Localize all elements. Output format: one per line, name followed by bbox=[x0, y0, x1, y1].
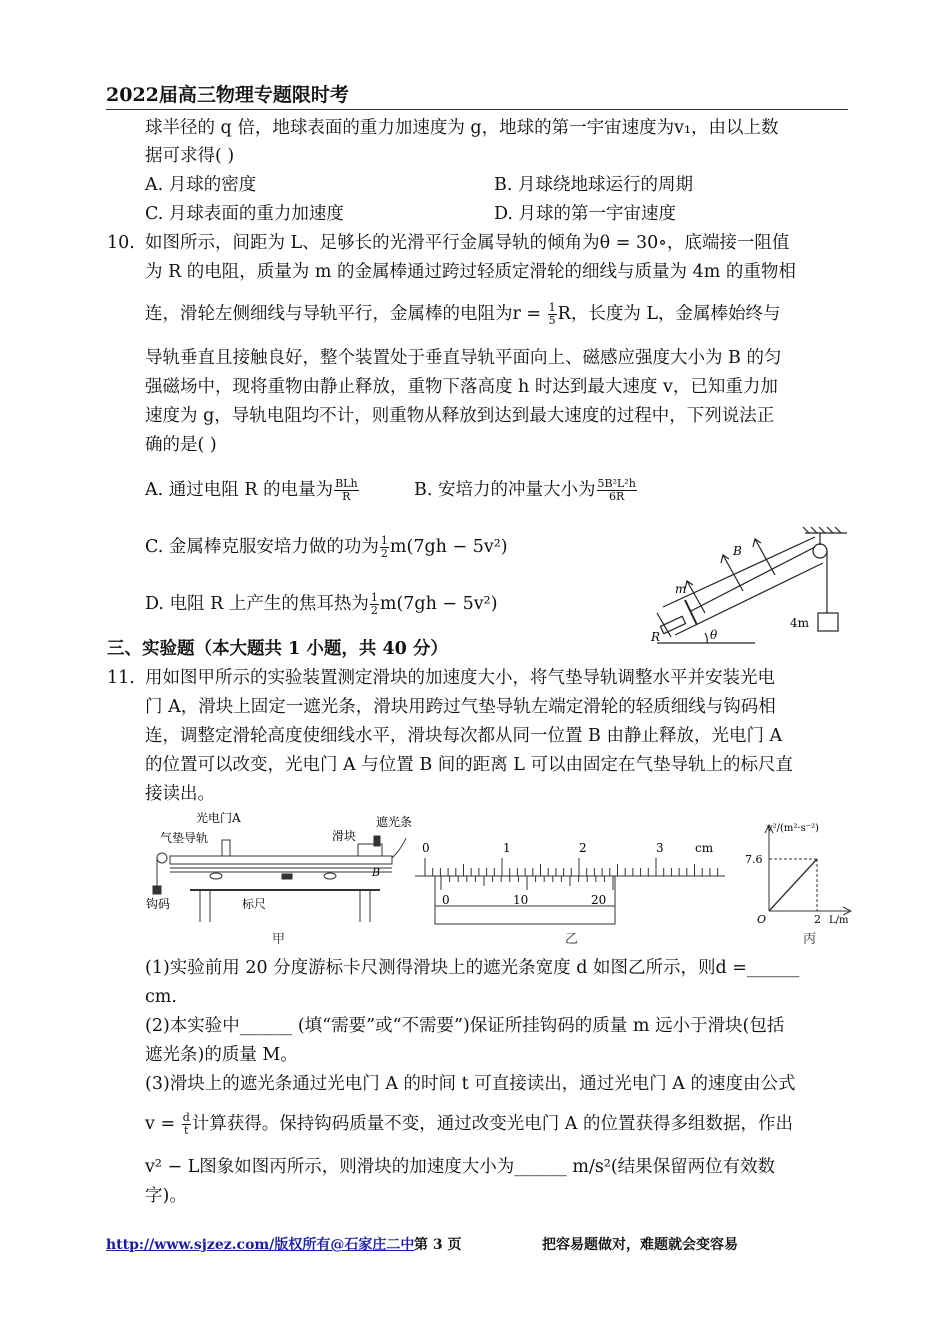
fraction-5b2l2h-6r bbox=[597, 478, 637, 503]
frac-denominator: 2 bbox=[380, 547, 388, 560]
q11-line-5: 接读出。 bbox=[145, 784, 215, 804]
footer-page-number: 第 3 页 bbox=[414, 1237, 462, 1253]
q9-option-b: B. 月球绕地球运行的周期 bbox=[494, 175, 693, 195]
frac-denominator: 6R bbox=[609, 490, 625, 503]
frac-numerator: 1 bbox=[548, 301, 556, 314]
graph-y-label: v²/(m²·s⁻²) bbox=[767, 823, 819, 834]
q11-line-4: 的位置可以改变，光电门 A 与位置 B 间的距离 L 可以由固定在气垫导轨上的标尺直 bbox=[145, 755, 793, 775]
q11-part3-line-4: 字)。 bbox=[145, 1186, 187, 1206]
main-scale-unit: cm bbox=[695, 841, 714, 855]
q10-option-a-text: A. 通过电阻 R 的电量为 bbox=[145, 480, 334, 500]
frac-numerator: d bbox=[182, 1111, 190, 1124]
q11-part2-line-1: (2)本实验中______ (填“需要”或“不需要”)保证所挂钩码的质量 m 远小于滑块(包括 bbox=[145, 1016, 785, 1036]
label-position-b: B bbox=[372, 866, 381, 879]
q9-option-c: C. 月球表面的重力加速度 bbox=[145, 204, 344, 224]
fig-label-4m: 4m bbox=[790, 616, 810, 630]
label-zheguangtiao: 遮光条 bbox=[376, 815, 413, 829]
q11-part1-line-2: cm. bbox=[145, 987, 177, 1007]
main-tick-0: 0 bbox=[422, 841, 430, 855]
q10-option-d-text: D. 电阻 R 上产生的焦耳热为 bbox=[145, 594, 369, 614]
q10-line-6: 速度为 g，导轨电阻均不计，则重物从释放到达到最大速度的过程中，下列说法正 bbox=[145, 406, 775, 426]
label-guangdianmen: 光电门A bbox=[196, 812, 241, 825]
q10-option-b-text: B. 安培力的冲量大小为 bbox=[414, 480, 596, 500]
q11-line-3: 连，调整定滑轮高度使细线水平，滑块每次都从同一位置 B 由静止释放，光电门 A bbox=[145, 726, 783, 746]
q10-line-7: 确的是( ) bbox=[145, 435, 217, 455]
frac-denominator: R bbox=[342, 490, 351, 503]
fig-label-theta: θ bbox=[710, 628, 718, 642]
frac-denominator: t bbox=[184, 1124, 189, 1137]
q11-part2-line-2: 遮光条)的质量 M。 bbox=[145, 1045, 298, 1065]
page-header-title: 2022届高三物理专题限时考 bbox=[106, 84, 349, 106]
q11-line-1: 用如图甲所示的实验装置测定滑块的加速度大小，将气垫导轨调整水平并安装光电 bbox=[145, 668, 775, 688]
q10-incline-figure bbox=[635, 525, 850, 650]
graph-origin: O bbox=[757, 913, 767, 925]
vernier-tick-0: 0 bbox=[442, 893, 450, 907]
footer-website-link[interactable]: http://www.sjzez.com/ bbox=[106, 1237, 275, 1253]
label-gouma: 钩码 bbox=[146, 897, 171, 911]
graph-y-value: 7.6 bbox=[745, 853, 763, 866]
fraction-one-half bbox=[380, 535, 389, 560]
q10-line-5: 强磁场中，现将重物由静止释放，重物下落高度 h 时达到最大速度 v，已知重力加 bbox=[145, 377, 778, 397]
q10-option-d-expression: m(7gh − 5v²) bbox=[379, 594, 498, 614]
figure-yi-caption: 乙 bbox=[565, 932, 579, 947]
q10-option-c-text: C. 金属棒克服安培力做的功为 bbox=[145, 537, 379, 557]
frac-numerator: 1 bbox=[380, 534, 388, 547]
q9-line-1: 球半径的 q 倍，地球表面的重力加速度为 g，地球的第一宇宙速度为v₁，由以上数 bbox=[145, 118, 779, 138]
q9-line-2: 据可求得( ) bbox=[145, 146, 235, 166]
fraction-blh-r bbox=[334, 478, 358, 503]
q9-option-d: D. 月球的第一宇宙速度 bbox=[494, 204, 677, 224]
q10-option-d bbox=[145, 592, 498, 617]
footer-motto: 把容易题做对，难题就会变容易 bbox=[542, 1237, 738, 1253]
label-biaochi: 标尺 bbox=[242, 897, 267, 911]
q10-option-c-expression: m(7gh − 5v²) bbox=[389, 537, 508, 557]
main-tick-1: 1 bbox=[503, 841, 511, 855]
q9-option-a: A. 月球的密度 bbox=[145, 175, 257, 195]
q10-line-3-post: R，长度为 L，金属棒始终与 bbox=[557, 304, 781, 324]
frac-numerator: BLh bbox=[335, 477, 358, 490]
q11-part3-line-1: (3)滑块上的遮光条通过光电门 A 的时间 t 可直接读出，通过光电门 A 的速度由公式 bbox=[145, 1074, 796, 1094]
fraction-one-half bbox=[370, 592, 379, 617]
section-3-title: 三、实验题（本大题共 1 小题，共 40 分） bbox=[107, 639, 448, 659]
q11-part1-line-1: (1)实验前用 20 分度游标卡尺测得滑块上的遮光条宽度 d 如图乙所示，则d =______ bbox=[145, 958, 800, 978]
frac-numerator: 5B²L²h bbox=[597, 477, 636, 490]
graph-x-value: 2 bbox=[814, 913, 821, 925]
q11-part3-line-3: v² − L图象如图丙所示，则滑块的加速度大小为______ m/s²(结果保留两位有效数 bbox=[145, 1157, 776, 1177]
figure-jia-caption: 甲 bbox=[272, 932, 286, 947]
fig-label-b: B bbox=[733, 544, 742, 558]
fraction-d-over-t bbox=[182, 1112, 191, 1137]
q11-part3-line-2-text: 计算获得。保持钩码质量不变，通过改变光电门 A 的位置获得多组数据，作出 bbox=[191, 1114, 793, 1134]
q11-number: 11. bbox=[107, 668, 135, 688]
vernier-tick-10: 10 bbox=[513, 893, 529, 907]
frac-denominator: 5 bbox=[548, 314, 556, 327]
q10-option-b bbox=[414, 478, 638, 503]
main-tick-2: 2 bbox=[579, 841, 587, 855]
formula-v-equals: v = bbox=[145, 1114, 181, 1134]
weight-block bbox=[818, 613, 838, 631]
q11-line-2: 门 A，滑块上固定一遮光条，滑块用跨过气垫导轨左端定滑轮的轻质细线与钩码相 bbox=[145, 697, 776, 717]
frac-denominator: 2 bbox=[370, 604, 378, 617]
fig-label-m: m bbox=[675, 582, 687, 596]
fig-label-r: R bbox=[651, 630, 661, 644]
figure-bing-graph bbox=[745, 815, 855, 925]
figure-jia-apparatus bbox=[140, 812, 415, 922]
q10-line-4: 导轨垂直且接触良好，整个装置处于垂直导轨平面向上、磁感应强度大小为 B 的匀 bbox=[145, 348, 782, 368]
figure-yi-vernier-caliper bbox=[415, 838, 730, 928]
footer-copyright-link[interactable]: 版权所有@石家庄二中 bbox=[274, 1237, 415, 1253]
frac-numerator: 1 bbox=[370, 591, 378, 604]
footer-link-area bbox=[106, 1234, 414, 1254]
q10-option-a bbox=[145, 478, 360, 503]
q10-line-1: 如图所示，间距为 L、足够长的光滑平行金属导轨的倾角为θ = 30∘，底端接一阻值 bbox=[145, 233, 790, 253]
label-daogui: 气垫导轨 bbox=[160, 831, 209, 845]
q10-option-c bbox=[145, 535, 508, 560]
q10-line-3-pre: 连，滑轮左侧细线与导轨平行，金属棒的电阻为r = bbox=[145, 304, 547, 324]
q10-line-3 bbox=[145, 302, 781, 327]
fraction-one-fifth bbox=[548, 302, 557, 327]
q10-line-2: 为 R 的电阻，质量为 m 的金属棒通过跨过轻质定滑轮的细线与质量为 4m 的重物相 bbox=[145, 262, 796, 282]
graph-x-label: L/m bbox=[829, 915, 849, 925]
figure-bing-caption: 丙 bbox=[803, 932, 817, 947]
q11-part3-line-2 bbox=[145, 1112, 793, 1137]
q10-number: 10. bbox=[107, 233, 135, 253]
main-tick-3: 3 bbox=[656, 841, 664, 855]
header-divider bbox=[106, 109, 848, 110]
vernier-tick-20: 20 bbox=[591, 893, 607, 907]
label-huakuai: 滑块 bbox=[332, 829, 357, 843]
